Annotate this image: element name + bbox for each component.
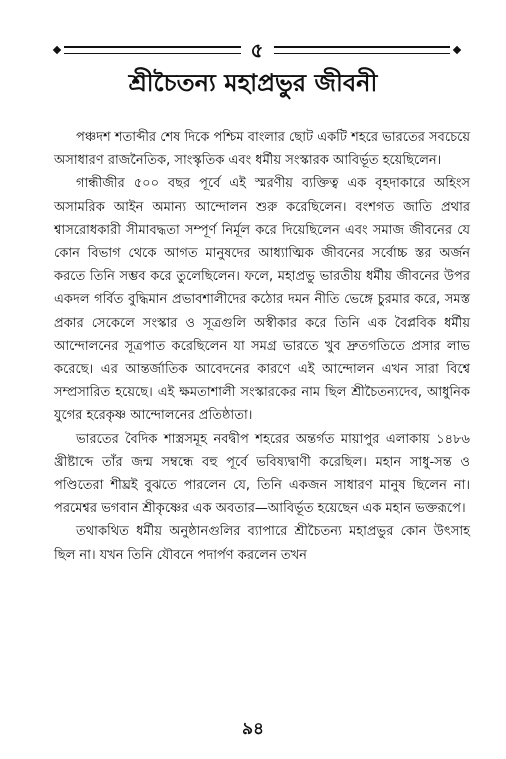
chapter-body bbox=[54, 126, 470, 567]
paragraph: তথাকথিত ধর্মীয় অনুষ্ঠানগুলির ব্যাপারে শ্রীচৈতন্য মহাপ্রভুর কোন উৎসাহ ছিল না। যখন তিনি যৌবনে পদার্পণ করলেন তখন bbox=[54, 524, 470, 563]
header-rule-right bbox=[274, 46, 451, 54]
page-number: ৯৪ bbox=[241, 719, 265, 739]
chapter-header bbox=[50, 38, 464, 62]
chapter-number: ৫ bbox=[250, 38, 264, 62]
chapter-title: শ্রীচৈতন্য মহাপ্রভুর জীবনী bbox=[128, 69, 378, 97]
paragraph: গান্ধীজীর ৫০০ বছর পূর্বে এই স্মরণীয় ব্যক্তিত্ব এক বৃহদাকারে অহিংস অসামরিক আইন অমান্য আন্দোলন শুরু করেছিলেন। বংশগত জাতি প্রথার শ্বাসরোধকারী সীমাবদ্ধতা সম্পূর্ণ নির্মূল করে দিয়েছিলেন এবং সমাজ জীবনের যে কোন বিভাগ থেকে আগত মানুষদের আধ্যাত্মিক জীবনের সর্বোচ্চ স্তর অর্জন করতে তিনি সম্ভব করে তুলেছিলেন। ফলে, মহাপ্রভু ভারতীয় ধর্মীয় জীবনের উপর একদল গর্বিত বুদ্ধিমান প্রভাবশালীদের কঠোর দমন নীতি ভেঙ্গে চুরমার করে, সমস্ত প্রকার সেকেলে সংস্কার ও সূত্রগুলি অস্বীকার করে তিনি এক বৈপ্লবিক ধর্মীয় আন্দোলনের সূত্রপাত করেছিলেন যা সমগ্র ভারতে খুব দ্রুতগতিতে প্রসার লাভ করেছে। এর আন্তর্জাতিক আবেদনের কারণে এই আন্দোলন এখন সারা বিশ্বে সম্প্রসারিত হয়েছে। এই ক্ষমতাশালী সংস্কারকের নাম ছিল শ্রীচৈতন্যদেব, আধুনিক যুগের হরেকৃষ্ণ আন্দোলনের প্রতিষ্ঠাতা। bbox=[54, 176, 470, 424]
paragraph: ভারতের বৈদিক শাস্ত্রসমূহ নবদ্বীপ শহরের অন্তর্গত মায়াপুর এলাকায় ১৪৮৬ খ্রীষ্টাব্দে তাঁর জন্ম সম্বন্ধে বহু পূর্বে ভবিষ্যদ্বাণী করেছিল। মহান সাধু-সন্ত ও পণ্ডিতেরা শীঘ্রই বুঝতে পারলেন যে, তিনি একজন সাধারণ মানুষ ছিলেন না। পরমেশ্বর ভগবান শ্রীকৃষ্ণের এক অবতার—আবির্ভূত হয়েছেন এক মহান ভক্তরূপে। bbox=[54, 431, 470, 517]
paragraph: পঞ্চদশ শতাব্দীর শেষ দিকে পশ্চিম বাংলার ছোট একটি শহরে ভারতের সবচেয়ে অসাধারণ রাজনৈতিক, সাংস্কৃতিক এবং ধর্মীয় সংস্কারক আবির্ভূত হয়েছিলেন। bbox=[54, 130, 470, 169]
header-rule-left bbox=[64, 46, 241, 54]
diamond-ornament-icon bbox=[450, 47, 464, 53]
diamond-ornament-icon bbox=[50, 47, 64, 53]
